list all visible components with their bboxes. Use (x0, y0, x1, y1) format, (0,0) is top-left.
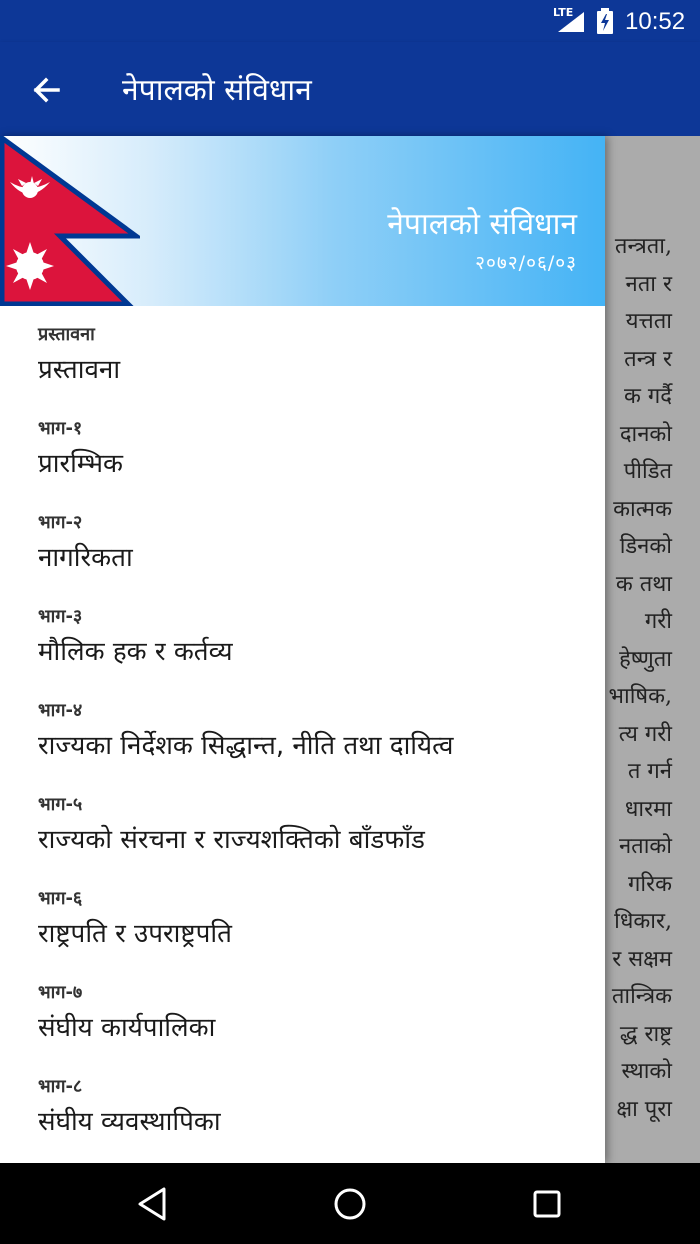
back-triangle-icon[interactable] (132, 1183, 174, 1225)
item-part-label: भाग-६ (38, 888, 83, 909)
drawer-item-part-8[interactable] (0, 1058, 605, 1152)
background-text-line: डिनको (619, 534, 672, 559)
drawer-item-part-6[interactable] (0, 870, 605, 964)
navigation-drawer (0, 136, 605, 1163)
item-title: राष्ट्रपति र उपराष्ट्रपति (38, 919, 232, 949)
drawer-item-part-1[interactable] (0, 400, 605, 494)
background-text-line: स्थाको (621, 1059, 672, 1084)
background-text-line: त्य गरी (618, 721, 672, 747)
background-text-line: धिकार, (614, 909, 672, 934)
background-text-line: नताको (618, 834, 672, 859)
background-text-line: क्षा पूरा (616, 1096, 672, 1122)
item-part-label: भाग-८ (38, 1076, 83, 1097)
background-text-line: गरिक (628, 871, 672, 897)
drawer-item-part-5[interactable] (0, 776, 605, 870)
drawer-item-part-3[interactable] (0, 588, 605, 682)
item-part-label: भाग-१ (38, 418, 83, 439)
app-bar (0, 42, 700, 136)
item-title: राज्यका निर्देशक सिद्धान्त, नीति तथा दायित्व (38, 731, 454, 761)
background-text-line: त गर्न (627, 759, 672, 784)
drawer-item-part-7[interactable] (0, 964, 605, 1058)
drawer-item-part-4[interactable] (0, 682, 605, 776)
background-text-line: भाषिक, (608, 684, 672, 709)
background-text-line: गरी (644, 609, 672, 634)
home-circle-icon[interactable] (329, 1183, 371, 1225)
drawer-header-date: २०७२/०६/०३ (475, 252, 577, 274)
item-part-label: भाग-२ (38, 512, 83, 533)
item-part-label: भाग-७ (38, 982, 83, 1003)
battery-charging-icon (597, 8, 613, 34)
recents-square-icon[interactable] (526, 1183, 568, 1225)
background-text-line: तन्त्र र (624, 346, 672, 372)
item-title: संघीय कार्यपालिका (38, 1013, 216, 1043)
clock: 10:52 (625, 8, 686, 35)
status-bar (0, 0, 700, 42)
drawer-item-preamble[interactable] (0, 306, 605, 400)
item-title: राज्यको संरचना र राज्यशक्तिको बाँडफाँड (38, 825, 425, 855)
background-text-line: द्ध राष्ट्र (619, 1021, 672, 1047)
drawer-header (0, 136, 605, 306)
drawer-menu (0, 306, 605, 1152)
background-text-line: तान्त्रिक (611, 984, 672, 1009)
item-part-label: भाग-३ (38, 606, 83, 627)
background-text-line: र सक्षम (612, 946, 672, 972)
item-title: प्रस्तावना (38, 355, 121, 385)
network-type: LTE (553, 6, 574, 19)
background-text-line: नता र (625, 271, 672, 297)
nepal-flag-icon (0, 136, 140, 306)
background-text-line: पीडित (623, 459, 672, 484)
background-text-line: क तथा (615, 571, 672, 597)
item-part-label: प्रस्तावना (38, 324, 95, 345)
background-text-line: तन्त्रता, (614, 234, 672, 259)
background-text-line: यत्तता (625, 309, 672, 334)
item-title: संघीय व्यवस्थापिका (38, 1107, 221, 1137)
background-text-line: हेष्णुता (619, 646, 672, 672)
background-text-line: क गर्दै (624, 384, 672, 409)
background-text-line: धारमा (624, 796, 672, 822)
app-title: नेपालको संविधान (122, 73, 312, 108)
arrow-left-icon[interactable] (28, 72, 64, 108)
drawer-header-title: नेपालको संविधान (387, 207, 577, 242)
system-nav-bar (0, 1163, 700, 1244)
item-title: मौलिक हक र कर्तव्य (38, 637, 233, 667)
background-text-line: कात्मक (613, 496, 672, 522)
item-part-label: भाग-४ (38, 700, 83, 721)
item-part-label: भाग-५ (38, 794, 83, 815)
background-text-line: दानको (619, 421, 672, 447)
item-title: नागरिकता (38, 543, 133, 573)
item-title: प्रारम्भिक (38, 449, 123, 479)
signal-icon (558, 12, 584, 32)
drawer-item-part-2[interactable] (0, 494, 605, 588)
